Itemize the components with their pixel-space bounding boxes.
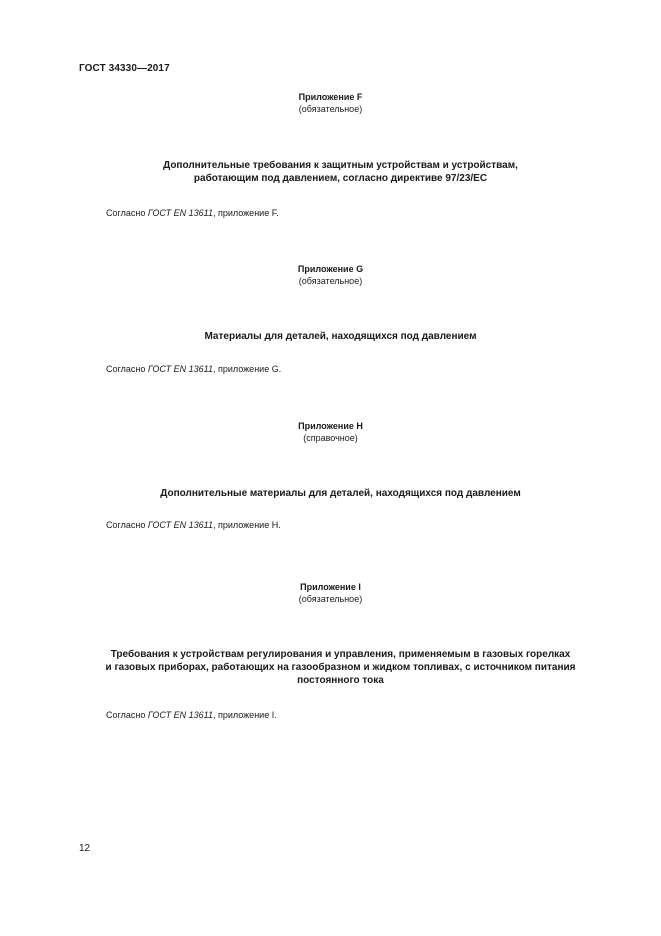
annex-i-label — [0, 581, 661, 605]
annex-i-text — [106, 709, 277, 721]
annex-h-title — [70, 487, 611, 500]
annex-i-title-line-3: постоянного тока — [297, 675, 384, 686]
annex-g-text-suffix: , приложение G. — [213, 364, 282, 374]
annex-f-name: Приложение F — [298, 92, 363, 102]
annex-h-status: (справочное) — [303, 433, 358, 443]
annex-f-text — [106, 207, 279, 219]
annex-f-label — [0, 91, 661, 115]
annex-f-title-line-2: работающим под давлением, согласно директиве 97/23/ЕС — [193, 173, 488, 184]
annex-g-text-standard: ГОСТ EN 13611 — [147, 364, 213, 374]
annex-h-name: Приложение H — [298, 421, 363, 431]
annex-i-name: Приложение I — [300, 582, 361, 592]
annex-i-title-line-1: Требования к устройствам регулирования и управления, применяемым в газовых горелках — [110, 649, 571, 660]
annex-g-name: Приложение G — [297, 264, 364, 274]
annex-f-text-standard: ГОСТ EN 13611 — [147, 208, 213, 218]
annex-g-status: (обязательное) — [298, 276, 363, 286]
annex-f-title-line-1: Дополнительные требования к защитным устройствам и устройствам, — [163, 160, 518, 171]
annex-f-title — [70, 159, 611, 185]
annex-h-text-standard: ГОСТ EN 13611 — [147, 520, 213, 530]
annex-f-text-suffix: , приложение F. — [213, 208, 279, 218]
annex-h-text-suffix: , приложение H. — [213, 520, 281, 530]
annex-i-status: (обязательное) — [298, 594, 363, 604]
annex-g-text — [106, 363, 281, 375]
annex-h-title-line-1: Дополнительные материалы для деталей, находящихся под давлением — [160, 488, 521, 499]
annex-h-text — [106, 519, 281, 531]
annex-i-title-line-2: и газовых приборах, работающих на газообразном и жидком топливах, с источником питания — [105, 662, 576, 673]
annex-i-text-prefix: Согласно — [106, 710, 148, 720]
annex-h-label — [0, 420, 661, 444]
annex-f-text-prefix: Согласно — [106, 208, 148, 218]
annex-i-text-suffix: , приложение I. — [213, 710, 277, 720]
annex-f-status: (обязательное) — [298, 104, 363, 114]
standard-code-header: ГОСТ 34330—2017 — [79, 63, 170, 74]
annex-i-text-standard: ГОСТ EN 13611 — [147, 710, 213, 720]
annex-i-title — [70, 648, 611, 687]
annex-g-text-prefix: Согласно — [106, 364, 148, 374]
page-number: 12 — [79, 843, 91, 854]
annex-g-title-line-1: Материалы для деталей, находящихся под давлением — [204, 331, 477, 342]
annex-h-text-prefix: Согласно — [106, 520, 148, 530]
annex-g-title — [70, 330, 611, 343]
annex-g-label — [0, 263, 661, 287]
